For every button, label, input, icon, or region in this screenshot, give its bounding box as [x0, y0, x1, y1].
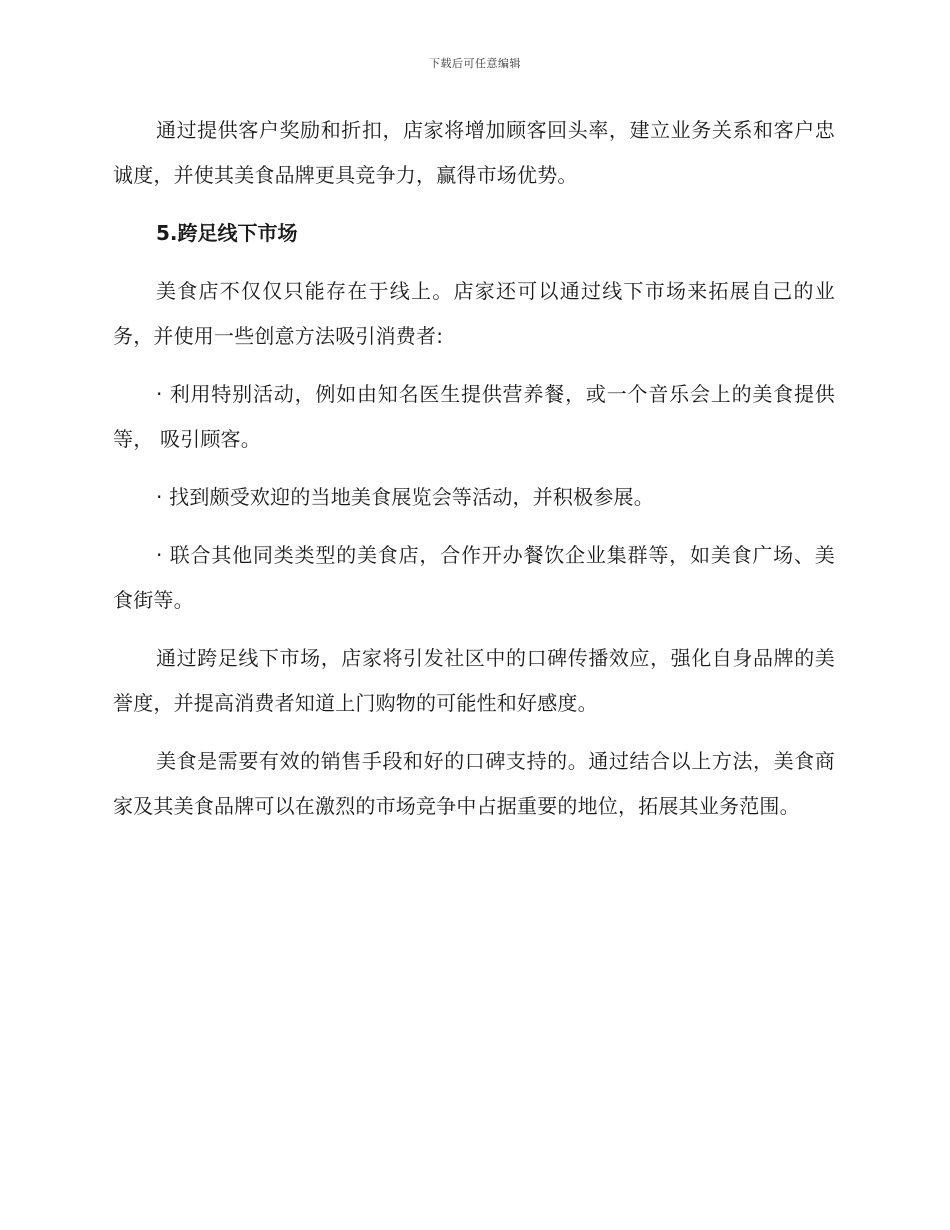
bullet-special-events: · 利用特别活动，例如由知名医生提供营养餐，或一个音乐会上的美食提供等， 吸引顾客。 [113, 382, 835, 451]
section-heading-offline-market: 5.跨足线下市场 [156, 221, 298, 245]
bullet-cluster-cooperation: · 联合其他同类类型的美食店，合作开办餐饮企业集群等，如美食广场、美食街等。 [113, 543, 835, 612]
paragraph-conclusion: 美食是需要有效的销售手段和好的口碑支持的。通过结合以上方法，美食商家及其美食品牌可以在激烈的市场竞争中占据重要的地位，拓展其业务范围。 [113, 749, 835, 818]
paragraph-rewards-summary: 通过提供客户奖励和折扣，店家将增加顾客回头率，建立业务关系和客户忠诚度，并使其美食品牌更具竞争力，赢得市场优势。 [113, 118, 835, 187]
paragraph-offline-summary: 通过跨足线下市场，店家将引发社区中的口碑传播效应，强化自身品牌的美誉度，并提高消费者知道上门购物的可能性和好感度。 [113, 646, 835, 715]
document-body [113, 108, 835, 842]
bullet-food-exhibitions: · 找到颇受欢迎的当地美食展览会等活动，并积极参展。 [156, 485, 654, 509]
page-header-note: 下载后可任意编辑 [429, 57, 521, 70]
paragraph-offline-intro: 美食店不仅仅只能存在于线上。店家还可以通过线下市场来拓展自己的业务，并使用一些创意方法吸引消费者: [113, 279, 835, 348]
